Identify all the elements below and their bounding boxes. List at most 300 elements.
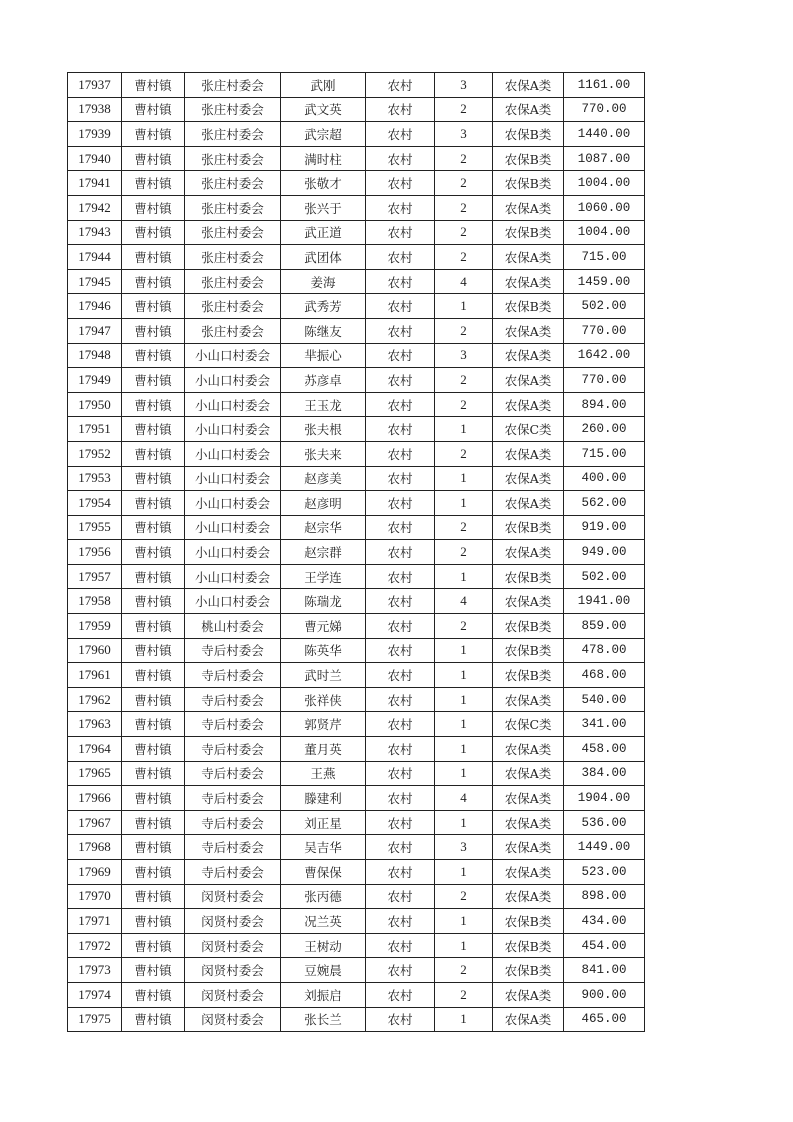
table-row [68, 294, 645, 319]
row-number-cell: 17947 [68, 318, 122, 343]
household-size-cell: 2 [435, 220, 493, 245]
town-cell: 曹村镇 [122, 491, 185, 516]
insurance-category-cell: 农保A类 [493, 392, 564, 417]
village-committee-cell: 闵贤村委会 [185, 958, 281, 983]
area-type-cell: 农村 [366, 614, 435, 639]
person-name-cell: 姜海 [281, 269, 366, 294]
village-committee-cell: 张庄村委会 [185, 294, 281, 319]
table-row [68, 1007, 645, 1032]
amount-cell: 1161.00 [564, 73, 645, 98]
insurance-category-cell: 农保A类 [493, 884, 564, 909]
area-type-cell: 农村 [366, 392, 435, 417]
village-committee-cell: 张庄村委会 [185, 73, 281, 98]
household-size-cell: 2 [435, 146, 493, 171]
row-number-cell: 17967 [68, 810, 122, 835]
household-size-cell: 1 [435, 933, 493, 958]
table-row [68, 663, 645, 688]
area-type-cell: 农村 [366, 466, 435, 491]
town-cell: 曹村镇 [122, 909, 185, 934]
area-type-cell: 农村 [366, 318, 435, 343]
household-size-cell: 2 [435, 245, 493, 270]
village-committee-cell: 寺后村委会 [185, 638, 281, 663]
person-name-cell: 刘正星 [281, 810, 366, 835]
person-name-cell: 张敬才 [281, 171, 366, 196]
household-size-cell: 1 [435, 810, 493, 835]
village-committee-cell: 张庄村委会 [185, 146, 281, 171]
household-size-cell: 4 [435, 786, 493, 811]
person-name-cell: 陈瑞龙 [281, 589, 366, 614]
amount-cell: 540.00 [564, 687, 645, 712]
row-number-cell: 17968 [68, 835, 122, 860]
amount-cell: 1060.00 [564, 195, 645, 220]
table-row [68, 146, 645, 171]
household-size-cell: 3 [435, 122, 493, 147]
insurance-category-cell: 农保A类 [493, 368, 564, 393]
area-type-cell: 农村 [366, 294, 435, 319]
village-committee-cell: 小山口村委会 [185, 564, 281, 589]
row-number-cell: 17959 [68, 614, 122, 639]
household-size-cell: 4 [435, 589, 493, 614]
table-row [68, 810, 645, 835]
person-name-cell: 武正道 [281, 220, 366, 245]
household-size-cell: 2 [435, 368, 493, 393]
table-row [68, 515, 645, 540]
area-type-cell: 农村 [366, 564, 435, 589]
household-size-cell: 4 [435, 269, 493, 294]
household-size-cell: 1 [435, 712, 493, 737]
table-row [68, 761, 645, 786]
person-name-cell: 王燕 [281, 761, 366, 786]
row-number-cell: 17957 [68, 564, 122, 589]
household-size-cell: 2 [435, 884, 493, 909]
amount-cell: 1004.00 [564, 171, 645, 196]
amount-cell: 1642.00 [564, 343, 645, 368]
village-committee-cell: 张庄村委会 [185, 171, 281, 196]
table-row [68, 466, 645, 491]
amount-cell: 465.00 [564, 1007, 645, 1032]
beneficiary-table [67, 72, 645, 1032]
household-size-cell: 2 [435, 958, 493, 983]
village-committee-cell: 寺后村委会 [185, 786, 281, 811]
insurance-category-cell: 农保A类 [493, 1007, 564, 1032]
table-body [68, 73, 645, 1032]
town-cell: 曹村镇 [122, 786, 185, 811]
row-number-cell: 17948 [68, 343, 122, 368]
insurance-category-cell: 农保A类 [493, 786, 564, 811]
area-type-cell: 农村 [366, 589, 435, 614]
area-type-cell: 农村 [366, 245, 435, 270]
area-type-cell: 农村 [366, 220, 435, 245]
insurance-category-cell: 农保A类 [493, 195, 564, 220]
amount-cell: 434.00 [564, 909, 645, 934]
area-type-cell: 农村 [366, 810, 435, 835]
village-committee-cell: 闵贤村委会 [185, 884, 281, 909]
area-type-cell: 农村 [366, 343, 435, 368]
household-size-cell: 1 [435, 638, 493, 663]
village-committee-cell: 小山口村委会 [185, 343, 281, 368]
insurance-category-cell: 农保C类 [493, 712, 564, 737]
row-number-cell: 17945 [68, 269, 122, 294]
village-committee-cell: 寺后村委会 [185, 663, 281, 688]
person-name-cell: 赵宗群 [281, 540, 366, 565]
amount-cell: 458.00 [564, 737, 645, 762]
area-type-cell: 农村 [366, 97, 435, 122]
insurance-category-cell: 农保B类 [493, 909, 564, 934]
table-row [68, 687, 645, 712]
area-type-cell: 农村 [366, 835, 435, 860]
insurance-category-cell: 农保A类 [493, 835, 564, 860]
town-cell: 曹村镇 [122, 392, 185, 417]
amount-cell: 468.00 [564, 663, 645, 688]
person-name-cell: 陈继友 [281, 318, 366, 343]
row-number-cell: 17975 [68, 1007, 122, 1032]
row-number-cell: 17958 [68, 589, 122, 614]
area-type-cell: 农村 [366, 368, 435, 393]
amount-cell: 1904.00 [564, 786, 645, 811]
table-row [68, 712, 645, 737]
amount-cell: 949.00 [564, 540, 645, 565]
amount-cell: 523.00 [564, 860, 645, 885]
household-size-cell: 1 [435, 663, 493, 688]
area-type-cell: 农村 [366, 786, 435, 811]
town-cell: 曹村镇 [122, 712, 185, 737]
amount-cell: 562.00 [564, 491, 645, 516]
table-row [68, 614, 645, 639]
village-committee-cell: 寺后村委会 [185, 860, 281, 885]
table-row [68, 933, 645, 958]
person-name-cell: 曹保保 [281, 860, 366, 885]
village-committee-cell: 小山口村委会 [185, 441, 281, 466]
town-cell: 曹村镇 [122, 835, 185, 860]
row-number-cell: 17956 [68, 540, 122, 565]
area-type-cell: 农村 [366, 638, 435, 663]
village-committee-cell: 张庄村委会 [185, 269, 281, 294]
person-name-cell: 王学连 [281, 564, 366, 589]
village-committee-cell: 小山口村委会 [185, 466, 281, 491]
person-name-cell: 王树动 [281, 933, 366, 958]
town-cell: 曹村镇 [122, 220, 185, 245]
insurance-category-cell: 农保B类 [493, 614, 564, 639]
row-number-cell: 17944 [68, 245, 122, 270]
amount-cell: 400.00 [564, 466, 645, 491]
village-committee-cell: 小山口村委会 [185, 589, 281, 614]
village-committee-cell: 小山口村委会 [185, 515, 281, 540]
amount-cell: 715.00 [564, 441, 645, 466]
table-row [68, 122, 645, 147]
amount-cell: 894.00 [564, 392, 645, 417]
area-type-cell: 农村 [366, 982, 435, 1007]
village-committee-cell: 寺后村委会 [185, 810, 281, 835]
household-size-cell: 3 [435, 343, 493, 368]
insurance-category-cell: 农保A类 [493, 687, 564, 712]
insurance-category-cell: 农保B类 [493, 515, 564, 540]
amount-cell: 900.00 [564, 982, 645, 1007]
table-row [68, 343, 645, 368]
person-name-cell: 赵彦美 [281, 466, 366, 491]
insurance-category-cell: 农保A类 [493, 810, 564, 835]
town-cell: 曹村镇 [122, 810, 185, 835]
amount-cell: 1440.00 [564, 122, 645, 147]
person-name-cell: 武文英 [281, 97, 366, 122]
town-cell: 曹村镇 [122, 294, 185, 319]
table-row [68, 491, 645, 516]
insurance-category-cell: 农保A类 [493, 982, 564, 1007]
amount-cell: 770.00 [564, 368, 645, 393]
village-committee-cell: 闵贤村委会 [185, 1007, 281, 1032]
amount-cell: 1449.00 [564, 835, 645, 860]
person-name-cell: 王玉龙 [281, 392, 366, 417]
person-name-cell: 武宗超 [281, 122, 366, 147]
row-number-cell: 17961 [68, 663, 122, 688]
town-cell: 曹村镇 [122, 761, 185, 786]
row-number-cell: 17969 [68, 860, 122, 885]
row-number-cell: 17946 [68, 294, 122, 319]
row-number-cell: 17960 [68, 638, 122, 663]
insurance-category-cell: 农保A类 [493, 491, 564, 516]
area-type-cell: 农村 [366, 761, 435, 786]
town-cell: 曹村镇 [122, 466, 185, 491]
table-row [68, 73, 645, 98]
town-cell: 曹村镇 [122, 417, 185, 442]
table-row [68, 171, 645, 196]
household-size-cell: 1 [435, 860, 493, 885]
insurance-category-cell: 农保B类 [493, 122, 564, 147]
amount-cell: 384.00 [564, 761, 645, 786]
insurance-category-cell: 农保A类 [493, 97, 564, 122]
village-committee-cell: 寺后村委会 [185, 737, 281, 762]
table-row [68, 638, 645, 663]
person-name-cell: 苏彦卓 [281, 368, 366, 393]
village-committee-cell: 小山口村委会 [185, 417, 281, 442]
amount-cell: 1087.00 [564, 146, 645, 171]
row-number-cell: 17940 [68, 146, 122, 171]
village-committee-cell: 张庄村委会 [185, 195, 281, 220]
area-type-cell: 农村 [366, 687, 435, 712]
insurance-category-cell: 农保A类 [493, 466, 564, 491]
town-cell: 曹村镇 [122, 540, 185, 565]
village-committee-cell: 张庄村委会 [185, 122, 281, 147]
town-cell: 曹村镇 [122, 318, 185, 343]
area-type-cell: 农村 [366, 1007, 435, 1032]
row-number-cell: 17941 [68, 171, 122, 196]
row-number-cell: 17964 [68, 737, 122, 762]
table-row [68, 737, 645, 762]
row-number-cell: 17963 [68, 712, 122, 737]
household-size-cell: 2 [435, 614, 493, 639]
table-row [68, 540, 645, 565]
row-number-cell: 17952 [68, 441, 122, 466]
area-type-cell: 农村 [366, 909, 435, 934]
insurance-category-cell: 农保B类 [493, 146, 564, 171]
village-committee-cell: 闵贤村委会 [185, 909, 281, 934]
amount-cell: 770.00 [564, 318, 645, 343]
insurance-category-cell: 农保B类 [493, 171, 564, 196]
person-name-cell: 滕建利 [281, 786, 366, 811]
town-cell: 曹村镇 [122, 441, 185, 466]
town-cell: 曹村镇 [122, 245, 185, 270]
table-row [68, 245, 645, 270]
village-committee-cell: 寺后村委会 [185, 835, 281, 860]
insurance-category-cell: 农保A类 [493, 343, 564, 368]
table-row [68, 269, 645, 294]
person-name-cell: 武时兰 [281, 663, 366, 688]
table-row [68, 884, 645, 909]
village-committee-cell: 小山口村委会 [185, 392, 281, 417]
household-size-cell: 2 [435, 171, 493, 196]
row-number-cell: 17954 [68, 491, 122, 516]
table-row [68, 97, 645, 122]
insurance-category-cell: 农保A类 [493, 540, 564, 565]
household-size-cell: 3 [435, 73, 493, 98]
amount-cell: 478.00 [564, 638, 645, 663]
amount-cell: 919.00 [564, 515, 645, 540]
household-size-cell: 1 [435, 761, 493, 786]
area-type-cell: 农村 [366, 515, 435, 540]
row-number-cell: 17966 [68, 786, 122, 811]
person-name-cell: 芈振心 [281, 343, 366, 368]
table-row [68, 564, 645, 589]
area-type-cell: 农村 [366, 441, 435, 466]
town-cell: 曹村镇 [122, 933, 185, 958]
village-committee-cell: 张庄村委会 [185, 97, 281, 122]
table-row [68, 860, 645, 885]
household-size-cell: 2 [435, 392, 493, 417]
town-cell: 曹村镇 [122, 343, 185, 368]
village-committee-cell: 寺后村委会 [185, 687, 281, 712]
insurance-category-cell: 农保A类 [493, 441, 564, 466]
amount-cell: 898.00 [564, 884, 645, 909]
area-type-cell: 农村 [366, 491, 435, 516]
insurance-category-cell: 农保B类 [493, 294, 564, 319]
area-type-cell: 农村 [366, 122, 435, 147]
row-number-cell: 17950 [68, 392, 122, 417]
village-committee-cell: 张庄村委会 [185, 318, 281, 343]
table-row [68, 589, 645, 614]
insurance-category-cell: 农保B类 [493, 933, 564, 958]
household-size-cell: 1 [435, 687, 493, 712]
row-number-cell: 17951 [68, 417, 122, 442]
person-name-cell: 况兰英 [281, 909, 366, 934]
amount-cell: 454.00 [564, 933, 645, 958]
area-type-cell: 农村 [366, 73, 435, 98]
table-row [68, 368, 645, 393]
town-cell: 曹村镇 [122, 122, 185, 147]
area-type-cell: 农村 [366, 933, 435, 958]
insurance-category-cell: 农保A类 [493, 269, 564, 294]
insurance-category-cell: 农保B类 [493, 958, 564, 983]
insurance-category-cell: 农保A类 [493, 737, 564, 762]
table-row [68, 417, 645, 442]
person-name-cell: 张祥侠 [281, 687, 366, 712]
person-name-cell: 赵宗华 [281, 515, 366, 540]
row-number-cell: 17965 [68, 761, 122, 786]
insurance-category-cell: 农保C类 [493, 417, 564, 442]
village-committee-cell: 闵贤村委会 [185, 982, 281, 1007]
person-name-cell: 刘振启 [281, 982, 366, 1007]
area-type-cell: 农村 [366, 417, 435, 442]
household-size-cell: 2 [435, 515, 493, 540]
row-number-cell: 17955 [68, 515, 122, 540]
row-number-cell: 17942 [68, 195, 122, 220]
person-name-cell: 武秀芳 [281, 294, 366, 319]
amount-cell: 536.00 [564, 810, 645, 835]
town-cell: 曹村镇 [122, 1007, 185, 1032]
person-name-cell: 董月英 [281, 737, 366, 762]
person-name-cell: 豆婉晨 [281, 958, 366, 983]
insurance-category-cell: 农保A类 [493, 860, 564, 885]
area-type-cell: 农村 [366, 737, 435, 762]
area-type-cell: 农村 [366, 860, 435, 885]
household-size-cell: 1 [435, 564, 493, 589]
table-row [68, 392, 645, 417]
area-type-cell: 农村 [366, 663, 435, 688]
household-size-cell: 1 [435, 1007, 493, 1032]
town-cell: 曹村镇 [122, 638, 185, 663]
person-name-cell: 张长兰 [281, 1007, 366, 1032]
amount-cell: 770.00 [564, 97, 645, 122]
row-number-cell: 17937 [68, 73, 122, 98]
amount-cell: 841.00 [564, 958, 645, 983]
town-cell: 曹村镇 [122, 195, 185, 220]
household-size-cell: 2 [435, 318, 493, 343]
row-number-cell: 17970 [68, 884, 122, 909]
household-size-cell: 2 [435, 97, 493, 122]
row-number-cell: 17939 [68, 122, 122, 147]
household-size-cell: 2 [435, 540, 493, 565]
town-cell: 曹村镇 [122, 97, 185, 122]
village-committee-cell: 张庄村委会 [185, 245, 281, 270]
person-name-cell: 赵彦明 [281, 491, 366, 516]
household-size-cell: 2 [435, 982, 493, 1007]
village-committee-cell: 张庄村委会 [185, 220, 281, 245]
row-number-cell: 17943 [68, 220, 122, 245]
village-committee-cell: 寺后村委会 [185, 712, 281, 737]
row-number-cell: 17974 [68, 982, 122, 1007]
village-committee-cell: 闵贤村委会 [185, 933, 281, 958]
amount-cell: 1941.00 [564, 589, 645, 614]
household-size-cell: 3 [435, 835, 493, 860]
row-number-cell: 17953 [68, 466, 122, 491]
row-number-cell: 17962 [68, 687, 122, 712]
amount-cell: 1459.00 [564, 269, 645, 294]
town-cell: 曹村镇 [122, 171, 185, 196]
household-size-cell: 2 [435, 441, 493, 466]
row-number-cell: 17938 [68, 97, 122, 122]
table-row [68, 909, 645, 934]
town-cell: 曹村镇 [122, 146, 185, 171]
town-cell: 曹村镇 [122, 982, 185, 1007]
household-size-cell: 1 [435, 909, 493, 934]
area-type-cell: 农村 [366, 195, 435, 220]
village-committee-cell: 小山口村委会 [185, 540, 281, 565]
area-type-cell: 农村 [366, 171, 435, 196]
village-committee-cell: 小山口村委会 [185, 368, 281, 393]
area-type-cell: 农村 [366, 269, 435, 294]
household-size-cell: 1 [435, 294, 493, 319]
table-row [68, 441, 645, 466]
village-committee-cell: 寺后村委会 [185, 761, 281, 786]
area-type-cell: 农村 [366, 958, 435, 983]
table-row [68, 982, 645, 1007]
table-row [68, 835, 645, 860]
insurance-category-cell: 农保B类 [493, 564, 564, 589]
town-cell: 曹村镇 [122, 589, 185, 614]
town-cell: 曹村镇 [122, 73, 185, 98]
town-cell: 曹村镇 [122, 884, 185, 909]
person-name-cell: 郭贤芹 [281, 712, 366, 737]
person-name-cell: 曹元娣 [281, 614, 366, 639]
person-name-cell: 陈英华 [281, 638, 366, 663]
